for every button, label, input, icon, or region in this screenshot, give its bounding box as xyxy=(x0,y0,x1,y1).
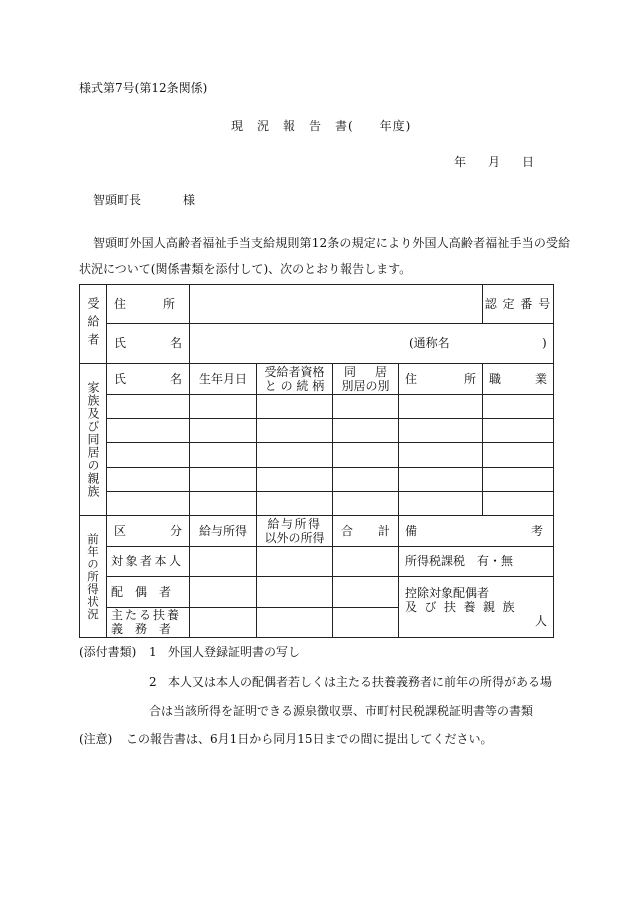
income-other-header-line-2: 以外の所得 xyxy=(264,530,325,545)
address-label-char-1: 住 xyxy=(114,296,127,311)
family-relation-cell[interactable] xyxy=(257,443,333,467)
family-address-header xyxy=(399,364,483,394)
family-row xyxy=(80,443,554,467)
income-self-other[interactable] xyxy=(257,546,333,576)
family-name-cell[interactable] xyxy=(107,394,190,418)
date-day-label: 日 xyxy=(522,155,535,169)
income-remarks-header-char-2: 考 xyxy=(530,523,543,538)
family-name-header xyxy=(107,364,190,394)
attachment-1-text: 外国人登録証明書の写し xyxy=(168,645,301,659)
income-other-header-line-1: 給与所得 xyxy=(267,516,322,531)
deduction-line-2: 及び扶養親族 xyxy=(405,600,523,615)
family-birth-cell[interactable] xyxy=(190,491,257,515)
family-cohab-header-line-2: 別居の別 xyxy=(341,378,390,393)
address-label-char-2: 所 xyxy=(162,296,175,311)
family-relation-cell[interactable] xyxy=(257,467,333,491)
family-address-cell[interactable] xyxy=(399,467,483,491)
family-relation-cell[interactable] xyxy=(257,491,333,515)
income-salary-header: 給与所得 xyxy=(190,516,257,546)
deduction-unit: 人 xyxy=(534,614,547,629)
recipient-name-field[interactable] xyxy=(190,323,554,364)
family-birth-header: 生年月日 xyxy=(190,364,257,394)
family-row xyxy=(80,491,554,515)
date-year-label: 年 xyxy=(454,155,467,169)
income-row-supporter-label xyxy=(107,607,190,638)
family-relation-header-line-1: 受給者資格 xyxy=(264,364,325,379)
family-birth-cell[interactable] xyxy=(190,418,257,442)
income-total-header-char-2: 計 xyxy=(377,523,390,538)
family-occupation-header-char-1: 職 xyxy=(489,371,502,386)
income-section-label-cell xyxy=(80,516,107,638)
income-row-supporter-line-2: 義 務 者 xyxy=(111,622,172,637)
cert-no-label: 認 定 番 号 xyxy=(484,296,552,311)
family-occupation-cell[interactable] xyxy=(483,491,554,515)
family-name-cell[interactable] xyxy=(107,443,190,467)
income-remarks-header xyxy=(399,516,554,546)
family-address-cell[interactable] xyxy=(399,491,483,515)
family-address-cell[interactable] xyxy=(399,443,483,467)
cert-no-label-cell xyxy=(483,285,554,324)
family-cohab-cell[interactable] xyxy=(333,491,399,515)
attachment-2-line-1: 本人又は本人の配偶者若しくは主たる扶養義務者に前年の所得がある場 xyxy=(168,675,553,689)
income-spouse-other[interactable] xyxy=(257,577,333,607)
deduction-line-1: 控除対象配偶者 xyxy=(405,586,490,601)
income-row-self-label: 対象者本人 xyxy=(107,546,190,576)
family-cohab-header-char-1: 同 xyxy=(344,364,357,379)
date-month-label: 月 xyxy=(488,155,501,169)
report-form-table xyxy=(79,284,554,638)
family-address-header-char-1: 住 xyxy=(405,371,418,386)
notice-label: (注意) xyxy=(79,732,113,746)
deduction-cell[interactable] xyxy=(399,577,554,638)
name-label-char-2: 名 xyxy=(169,336,182,351)
recipient-section-label-cell xyxy=(80,285,107,364)
name-label-char-1: 氏 xyxy=(114,336,127,351)
alias-close: ) xyxy=(542,336,547,351)
income-spouse-total[interactable] xyxy=(333,577,399,607)
document-title: 現 況 報 告 書( 年度) xyxy=(231,119,412,133)
family-cohab-header-char-2: 居 xyxy=(374,364,387,379)
family-cohab-cell[interactable] xyxy=(333,394,399,418)
family-occupation-cell[interactable] xyxy=(483,443,554,467)
family-address-cell[interactable] xyxy=(399,418,483,442)
name-label-cell xyxy=(107,323,190,364)
family-name-header-char-1: 氏 xyxy=(114,371,127,386)
family-birth-cell[interactable] xyxy=(190,394,257,418)
family-section-label: 家族及び同居の親族 xyxy=(86,381,100,499)
family-name-cell[interactable] xyxy=(107,467,190,491)
income-category-header-char-2: 分 xyxy=(169,523,182,538)
family-occupation-header-char-2: 業 xyxy=(534,371,547,386)
family-name-header-char-2: 名 xyxy=(169,371,182,386)
family-occupation-cell[interactable] xyxy=(483,418,554,442)
income-total-header xyxy=(333,516,399,546)
recipient-section-label: 受給者 xyxy=(86,297,100,352)
family-name-cell[interactable] xyxy=(107,491,190,515)
notice-text: この報告書は、6月1日から同月15日までの間に提出してください。 xyxy=(126,732,493,746)
family-occupation-cell[interactable] xyxy=(483,394,554,418)
family-address-cell[interactable] xyxy=(399,394,483,418)
alias-label: (通称名 xyxy=(409,336,450,351)
addressee-honorific: 様 xyxy=(183,193,196,207)
family-row xyxy=(80,394,554,418)
address-label-cell xyxy=(107,285,190,324)
family-relation-header xyxy=(257,364,333,394)
income-self-salary[interactable] xyxy=(190,546,257,576)
income-supporter-total[interactable] xyxy=(333,607,399,638)
addressee: 智頭町長 xyxy=(93,193,142,207)
income-section-label: 前年の所得状況 xyxy=(86,532,100,621)
attachment-1-number: 1 xyxy=(149,645,157,659)
income-row-supporter-line-1: 主たる扶養 xyxy=(111,608,182,623)
family-occupation-header xyxy=(483,364,554,394)
income-remarks-header-char-1: 備 xyxy=(405,523,418,538)
form-number: 様式第7号(第12条関係) xyxy=(79,81,208,95)
attachment-2-line-2: 合は当該所得を証明できる源泉徴収票、市町村民税課税証明書等の書類 xyxy=(149,704,534,718)
family-address-header-char-2: 所 xyxy=(463,371,476,386)
attachment-2-number: 2 xyxy=(149,675,157,689)
family-cohab-header xyxy=(333,364,399,394)
family-row xyxy=(80,418,554,442)
family-relation-cell[interactable] xyxy=(257,418,333,442)
attachments-label: (添付書類) xyxy=(79,645,137,659)
income-self-total[interactable] xyxy=(333,546,399,576)
family-birth-cell[interactable] xyxy=(190,467,257,491)
family-relation-cell[interactable] xyxy=(257,394,333,418)
income-other-header xyxy=(257,516,333,546)
family-section-label-cell xyxy=(80,364,107,516)
intro-line-2: 状況について(関係書類を添付して)、次のとおり報告します。 xyxy=(79,262,412,276)
family-occupation-cell[interactable] xyxy=(483,467,554,491)
income-spouse-salary[interactable] xyxy=(190,577,257,607)
income-row-spouse-label: 配 偶 者 xyxy=(107,577,190,607)
income-category-header xyxy=(107,516,190,546)
income-total-header-char-1: 合 xyxy=(341,523,354,538)
income-category-header-char-1: 区 xyxy=(114,523,127,538)
recipient-address-field[interactable] xyxy=(190,285,483,324)
family-birth-cell[interactable] xyxy=(190,443,257,467)
income-supporter-salary[interactable] xyxy=(190,607,257,638)
family-cohab-cell[interactable] xyxy=(333,467,399,491)
family-row xyxy=(80,467,554,491)
income-supporter-other[interactable] xyxy=(257,607,333,638)
intro-line-1: 智頭町外国人高齢者福祉手当支給規則第12条の規定により外国人高齢者福祉手当の受給 xyxy=(93,236,571,250)
family-name-cell[interactable] xyxy=(107,418,190,442)
family-relation-header-line-2: と の 続 柄 xyxy=(264,378,325,393)
income-tax-status[interactable]: 所得税課税 有・無 xyxy=(399,546,554,576)
family-cohab-cell[interactable] xyxy=(333,418,399,442)
family-cohab-cell[interactable] xyxy=(333,443,399,467)
